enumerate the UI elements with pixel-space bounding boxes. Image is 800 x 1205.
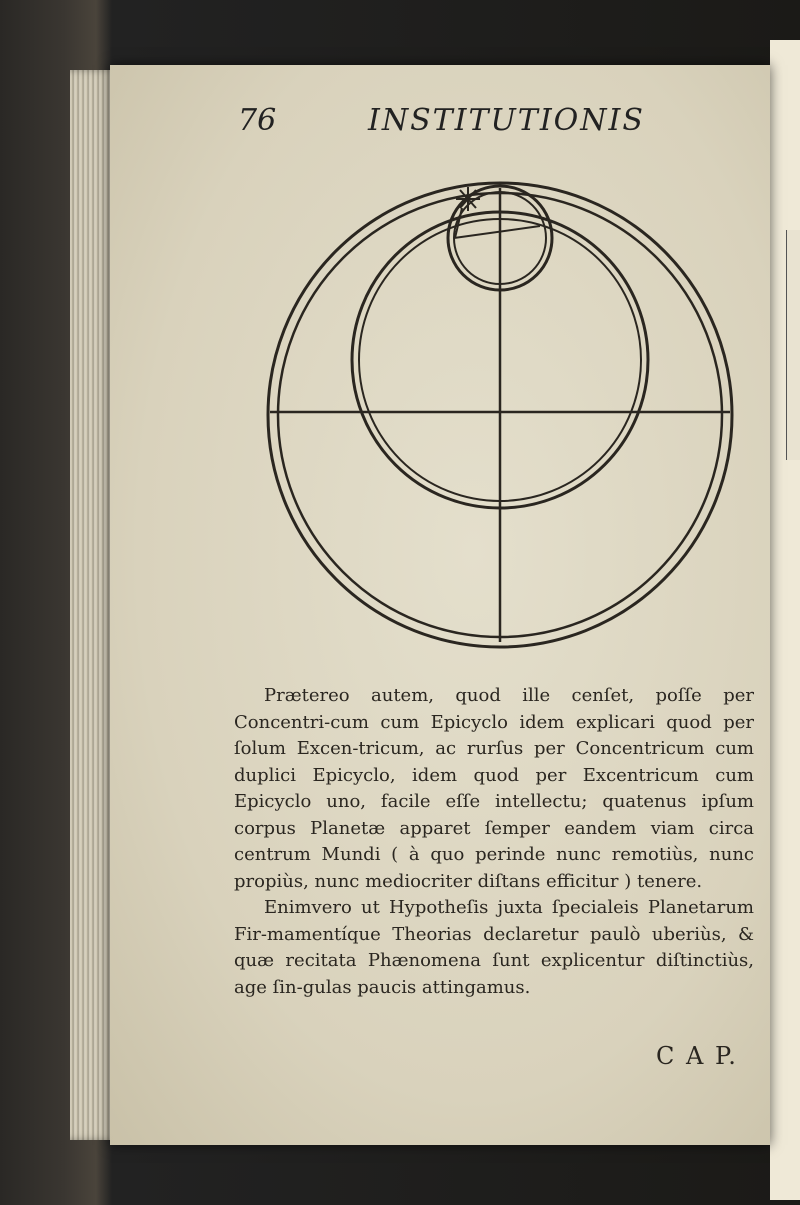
paragraph-1: Prætereo autem, quod ille cenſet, poſſe per Concentri-cum cum Epicyclo idem explicari quod per ſolum Excen-tricum, ac rurſus per Concentricum cum duplici Epicyclo, idem quod per Excentricum cum Epicyclo uno, facile eſſe intellectu; quatenus ipſum corpus Planetæ apparet ſemper eandem viam circa centrum Mundi ( à quo perinde nunc remotiùs, nunc propiùs, nunc mediocriter diſtans efficitur ) tenere. [234, 685, 754, 892]
paragraph-2: Enimvero ut Hypotheſis juxta ſpecialeis Planetarum Fir-mamentíque Theorias declaretur paulò uberiùs, & quæ recitata Phænomena ſunt explicentur diſtinctiùs, age ſin-gulas paucis attingamus. [234, 897, 754, 998]
running-head: INSTITUTIONIS [368, 103, 645, 138]
right-page-strip [786, 230, 800, 460]
catchword: C A P. [656, 1042, 738, 1070]
planet-star-icon [456, 187, 480, 211]
epicycle-diagram [240, 170, 760, 660]
page-number: 76 [238, 103, 277, 138]
page-header [238, 103, 678, 143]
right-page-edge [770, 40, 800, 1200]
body-text [234, 683, 754, 1001]
chord-right [454, 226, 540, 238]
